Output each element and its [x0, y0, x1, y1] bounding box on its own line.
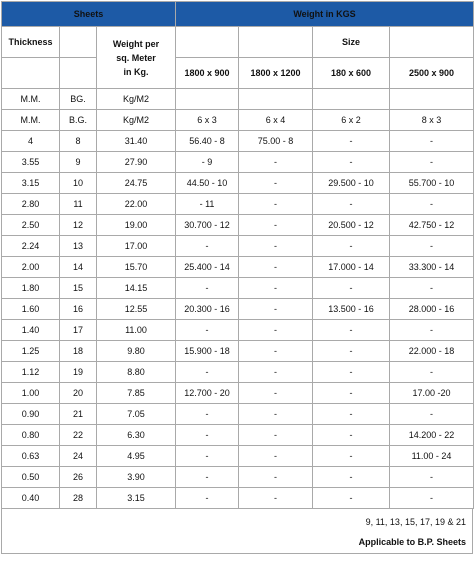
- table-cell: 8.80: [97, 362, 176, 383]
- table-row: [2, 131, 474, 152]
- table-cell: 42.750 - 12: [390, 215, 474, 236]
- table-cell: 1.12: [2, 362, 60, 383]
- table-cell: 1.40: [2, 320, 60, 341]
- table-cell: 12.700 - 20: [176, 383, 239, 404]
- table-cell: -: [239, 488, 313, 509]
- table-row: [2, 278, 474, 299]
- table-cell: 0.80: [2, 425, 60, 446]
- table-cell: -: [313, 404, 390, 425]
- table-cell: -: [176, 404, 239, 425]
- table-cell: -: [313, 425, 390, 446]
- table-cell: 17.000 - 14: [313, 257, 390, 278]
- table-cell: -: [239, 257, 313, 278]
- table-cell: 0.63: [2, 446, 60, 467]
- table-cell: -: [176, 467, 239, 488]
- table-row: [2, 257, 474, 278]
- blank-cell: [60, 58, 97, 89]
- size-column-header: 1800 x 1200: [239, 58, 313, 89]
- table-cell: 28.000 - 16: [390, 299, 474, 320]
- table-cell: -: [239, 236, 313, 257]
- table-cell: -: [313, 362, 390, 383]
- sheet-count-cell: M.M.: [2, 110, 60, 131]
- footer-note: Applicable to B.P. Sheets: [358, 537, 466, 547]
- table-cell: -: [176, 362, 239, 383]
- table-cell: 14.200 - 22: [390, 425, 474, 446]
- table-cell: 4.95: [97, 446, 176, 467]
- weight-per-line1: Weight per: [112, 38, 160, 49]
- table-row: [2, 215, 474, 236]
- table-cell: 30.700 - 12: [176, 215, 239, 236]
- table-cell: -: [390, 194, 474, 215]
- sheet-count-cell: 8 x 3: [390, 110, 474, 131]
- table-cell: -: [313, 152, 390, 173]
- table-cell: 4: [2, 131, 60, 152]
- table-cell: -: [239, 194, 313, 215]
- table-row: [2, 320, 474, 341]
- table-cell: -: [313, 383, 390, 404]
- unit-cell: [390, 89, 474, 110]
- table-cell: 1.00: [2, 383, 60, 404]
- table-cell: 44.50 - 10: [176, 173, 239, 194]
- table-cell: 24.75: [97, 173, 176, 194]
- table-cell: -: [239, 215, 313, 236]
- table-cell: 25.400 - 14: [176, 257, 239, 278]
- table-cell: 33.300 - 14: [390, 257, 474, 278]
- table-cell: 17: [60, 320, 97, 341]
- table-cell: - 11: [176, 194, 239, 215]
- unit-cell: [176, 89, 239, 110]
- weight-in-kgs-header: Weight in KGS: [176, 2, 474, 27]
- table-cell: -: [390, 131, 474, 152]
- table-cell: 17.00: [97, 236, 176, 257]
- thickness-blank-cell: [60, 27, 97, 58]
- table-cell: 2.24: [2, 236, 60, 257]
- table-cell: 24: [60, 446, 97, 467]
- table-row: [2, 236, 474, 257]
- table-cell: -: [313, 320, 390, 341]
- table-cell: -: [390, 236, 474, 257]
- table-cell: 19.00: [97, 215, 176, 236]
- table-cell: -: [176, 278, 239, 299]
- table-cell: 1.25: [2, 341, 60, 362]
- table-cell: 75.00 - 8: [239, 131, 313, 152]
- table-cell: 11.00: [97, 320, 176, 341]
- table-row: [2, 488, 474, 509]
- table-cell: 13.500 - 16: [313, 299, 390, 320]
- table-cell: -: [390, 152, 474, 173]
- table-cell: -: [176, 488, 239, 509]
- table-footer: [1, 509, 473, 554]
- table-cell: -: [239, 467, 313, 488]
- table-cell: 22: [60, 425, 97, 446]
- table-cell: 1.80: [2, 278, 60, 299]
- table-cell: 20.300 - 16: [176, 299, 239, 320]
- table-cell: 8: [60, 131, 97, 152]
- table-cell: 1.60: [2, 299, 60, 320]
- table-cell: 7.85: [97, 383, 176, 404]
- table-cell: 28: [60, 488, 97, 509]
- table-cell: -: [239, 320, 313, 341]
- table-cell: 13: [60, 236, 97, 257]
- table-cell: 26: [60, 467, 97, 488]
- table-cell: 31.40: [97, 131, 176, 152]
- table-cell: -: [390, 467, 474, 488]
- table-cell: -: [390, 320, 474, 341]
- unit-cell: Kg/M2: [97, 89, 176, 110]
- table-cell: 29.500 - 10: [313, 173, 390, 194]
- table-cell: 3.15: [2, 173, 60, 194]
- table-cell: -: [313, 131, 390, 152]
- unit-cell: M.M.: [2, 89, 60, 110]
- table-cell: -: [313, 194, 390, 215]
- table-cell: 14: [60, 257, 97, 278]
- table-cell: -: [239, 173, 313, 194]
- footer-gauges: 9, 11, 13, 15, 17, 19 & 21: [365, 517, 466, 527]
- unit-cell: [313, 89, 390, 110]
- table-cell: 3.15: [97, 488, 176, 509]
- table-cell: 20: [60, 383, 97, 404]
- table-cell: 22.000 - 18: [390, 341, 474, 362]
- table-cell: -: [176, 425, 239, 446]
- table-row: [2, 467, 474, 488]
- table-cell: -: [390, 488, 474, 509]
- weight-per-line3: in Kg.: [123, 66, 149, 77]
- table-cell: 15.70: [97, 257, 176, 278]
- table-cell: 14.15: [97, 278, 176, 299]
- table-cell: 2.80: [2, 194, 60, 215]
- unit-cell: [239, 89, 313, 110]
- table-cell: -: [239, 299, 313, 320]
- table-row: [2, 341, 474, 362]
- sheets-header: Sheets: [2, 2, 176, 27]
- table-cell: -: [239, 278, 313, 299]
- table-cell: 2.50: [2, 215, 60, 236]
- table-cell: 15: [60, 278, 97, 299]
- table-cell: 56.40 - 8: [176, 131, 239, 152]
- table-cell: 0.50: [2, 467, 60, 488]
- table-cell: 17.00 -20: [390, 383, 474, 404]
- table-row: [2, 362, 474, 383]
- size-header: Size: [313, 27, 390, 58]
- table-row: [2, 173, 474, 194]
- table-cell: 19: [60, 362, 97, 383]
- size-column-header: 2500 x 900: [390, 58, 474, 89]
- table-cell: 22.00: [97, 194, 176, 215]
- table-cell: -: [313, 467, 390, 488]
- sheet-count-cell: 6 x 4: [239, 110, 313, 131]
- sheet-count-cell: Kg/M2: [97, 110, 176, 131]
- table-cell: 55.700 - 10: [390, 173, 474, 194]
- table-cell: 11: [60, 194, 97, 215]
- sheet-weight-table-container: [1, 1, 473, 554]
- table-cell: -: [313, 446, 390, 467]
- table-cell: -: [239, 341, 313, 362]
- table-cell: -: [176, 446, 239, 467]
- table-cell: 15.900 - 18: [176, 341, 239, 362]
- table-cell: -: [239, 404, 313, 425]
- table-cell: -: [313, 236, 390, 257]
- table-cell: 9: [60, 152, 97, 173]
- table-cell: 16: [60, 299, 97, 320]
- blank-cell: [2, 58, 60, 89]
- table-cell: 3.90: [97, 467, 176, 488]
- table-row: [2, 194, 474, 215]
- table-row: [2, 425, 474, 446]
- unit-cell: BG.: [60, 89, 97, 110]
- table-cell: 9.80: [97, 341, 176, 362]
- table-cell: 21: [60, 404, 97, 425]
- table-cell: 2.00: [2, 257, 60, 278]
- table-cell: 20.500 - 12: [313, 215, 390, 236]
- table-cell: -: [313, 488, 390, 509]
- weight-per-sqm-header: [97, 27, 176, 89]
- table-cell: -: [390, 404, 474, 425]
- table-cell: 18: [60, 341, 97, 362]
- table-cell: 6.30: [97, 425, 176, 446]
- weight-per-line2: sq. Meter: [116, 52, 156, 63]
- table-cell: 3.55: [2, 152, 60, 173]
- table-cell: -: [239, 152, 313, 173]
- sheet-weight-table: [1, 1, 474, 509]
- table-cell: 10: [60, 173, 97, 194]
- table-row: [2, 152, 474, 173]
- table-cell: 0.40: [2, 488, 60, 509]
- table-cell: -: [313, 278, 390, 299]
- table-cell: -: [239, 383, 313, 404]
- sheet-count-cell: 6 x 3: [176, 110, 239, 131]
- table-row: [2, 404, 474, 425]
- size-column-header: 180 x 600: [313, 58, 390, 89]
- table-cell: -: [390, 278, 474, 299]
- size-column-header: 1800 x 900: [176, 58, 239, 89]
- sheet-count-cell: B.G.: [60, 110, 97, 131]
- table-row: [2, 299, 474, 320]
- size-blank-cell: [176, 27, 239, 58]
- size-blank-cell: [390, 27, 474, 58]
- table-row: [2, 446, 474, 467]
- table-cell: -: [176, 320, 239, 341]
- table-cell: 0.90: [2, 404, 60, 425]
- table-cell: -: [239, 362, 313, 383]
- table-cell: 12: [60, 215, 97, 236]
- size-blank-cell: [239, 27, 313, 58]
- table-cell: - 9: [176, 152, 239, 173]
- table-cell: 12.55: [97, 299, 176, 320]
- table-cell: -: [313, 341, 390, 362]
- table-cell: -: [239, 425, 313, 446]
- table-cell: -: [390, 362, 474, 383]
- table-cell: -: [239, 446, 313, 467]
- table-cell: -: [176, 236, 239, 257]
- table-body: [2, 131, 474, 509]
- table-row: [2, 383, 474, 404]
- sheet-count-cell: 6 x 2: [313, 110, 390, 131]
- table-cell: 27.90: [97, 152, 176, 173]
- table-cell: 11.00 - 24: [390, 446, 474, 467]
- table-cell: 7.05: [97, 404, 176, 425]
- thickness-header: Thickness: [2, 27, 60, 58]
